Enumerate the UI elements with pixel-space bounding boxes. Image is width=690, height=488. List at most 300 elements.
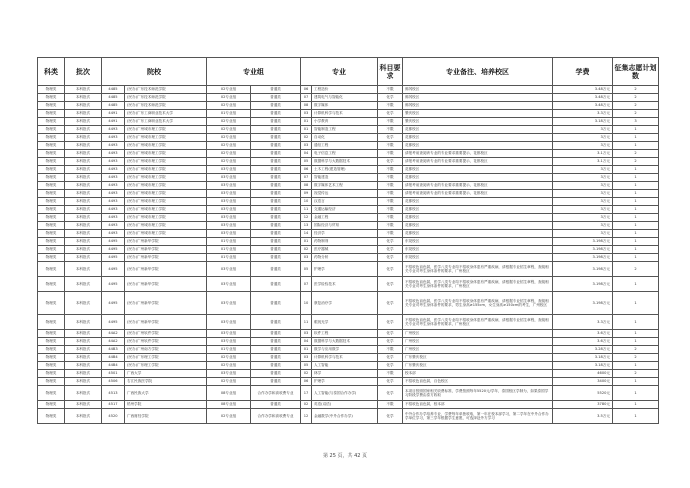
notes-campus-cell: 不招收色盲色弱，医学八类专业均不招收身体患有严重疾病，请根据专业招生章程，查阅相关专业对考生身体条件的要求，广州校区 <box>403 315 553 330</box>
institution-name-cell: (民办)广州城市理工学院 <box>125 206 207 214</box>
plan-count-cell: 1 <box>613 230 659 238</box>
subject-category-cell: 物理类 <box>38 166 65 174</box>
institution-name-cell: (民办)广州新华学院 <box>125 262 207 277</box>
batch-cell: 本科批次 <box>65 370 102 378</box>
batch-cell: 本科批次 <box>65 354 102 362</box>
major-code-cell: 06 <box>301 86 312 94</box>
batch-cell: 本科批次 <box>65 190 102 198</box>
table-row <box>38 386 659 401</box>
subject-category-cell: 物理类 <box>38 142 65 150</box>
major-group-cell: 01专业组 <box>207 110 251 118</box>
batch-cell: 本科批次 <box>65 142 102 150</box>
institution-name-cell: (民办)广州新华学院 <box>125 277 207 292</box>
institution-code-cell: 4485 <box>102 102 125 110</box>
institution-code-cell: 4493 <box>102 150 125 158</box>
subject-category-cell: 物理类 <box>38 330 65 338</box>
table-row <box>38 158 659 166</box>
major-name-cell: 土木工程(建造管理) <box>312 166 378 174</box>
subject-requirement-cell: 化学 <box>378 134 403 142</box>
group-type-cell: 普通类 <box>251 230 301 238</box>
table-row <box>38 370 659 378</box>
plan-count-cell: 3 <box>613 118 659 126</box>
group-type-cell: 普通类 <box>251 86 301 94</box>
table-row <box>38 246 659 254</box>
subject-category-cell: 物理类 <box>38 206 65 214</box>
subject-category-cell: 物理类 <box>38 362 65 370</box>
institution-name-cell: (民办)广州新华学院 <box>125 254 207 262</box>
subject-requirement-cell: 不限 <box>378 150 403 158</box>
major-group-cell: 03专业组 <box>207 330 251 338</box>
major-group-cell: 02专业组 <box>207 86 251 94</box>
group-type-cell: 普通类 <box>251 338 301 346</box>
tuition-cell: 3.198万元 <box>553 277 613 292</box>
subject-requirement-cell: 不限 <box>378 198 403 206</box>
subject-requirement-cell: 化学 <box>378 409 403 424</box>
institution-code-cell: 4493 <box>102 158 125 166</box>
subject-requirement-cell: 不限 <box>378 222 403 230</box>
major-group-cell: 02专业组 <box>207 150 251 158</box>
subject-category-cell: 物理类 <box>38 346 65 354</box>
group-type-cell: 普通类 <box>251 401 301 409</box>
batch-cell: 本科批次 <box>65 102 102 110</box>
plan-count-cell: 2 <box>613 86 659 94</box>
major-name-cell: 护理学 <box>312 378 378 386</box>
institution-code-cell: 4493 <box>102 182 125 190</box>
subject-category-cell: 物理类 <box>38 277 65 292</box>
major-name-cell: 交通运输经济 <box>312 206 378 214</box>
major-code-cell: 07 <box>301 277 312 292</box>
major-code-cell: 02 <box>301 246 312 254</box>
subject-requirement-cell: 化学 <box>378 238 403 246</box>
major-group-cell: 03专业组 <box>207 206 251 214</box>
table-row <box>38 315 659 330</box>
institution-name-cell: 梧州学院 <box>125 401 207 409</box>
subject-category-cell: 物理类 <box>38 315 65 330</box>
institution-code-cell: 44B4 <box>102 362 125 370</box>
header-batch: 批次 <box>65 58 102 86</box>
batch-cell: 本科批次 <box>65 206 102 214</box>
subject-category-cell: 物理类 <box>38 158 65 166</box>
subject-requirement-cell: 化学 <box>378 262 403 277</box>
admission-table-sheet <box>37 57 658 424</box>
major-group-cell: 03专业组 <box>207 198 251 206</box>
table-row <box>38 330 659 338</box>
table-row <box>38 198 659 206</box>
header-subject-requirement: 科目要求 <box>378 58 403 86</box>
table-header-row <box>38 58 659 86</box>
subject-category-cell: 物理类 <box>38 262 65 277</box>
major-name-cell: 计算机科学与技术 <box>312 354 378 362</box>
institution-name-cell: (民办)广州城市理工学院 <box>125 214 207 222</box>
major-group-cell: 03专业组 <box>207 370 251 378</box>
table-row <box>38 354 659 362</box>
institution-name-cell: (民办)广东工商职业技术大学 <box>125 118 207 126</box>
tuition-cell: 3万元 <box>553 134 613 142</box>
header-subject-category: 科类 <box>38 58 65 86</box>
tuition-cell: 5520元 <box>553 386 613 401</box>
notes-campus-cell: 东莞校区 <box>403 246 553 254</box>
batch-cell: 本科批次 <box>65 214 102 222</box>
major-code-cell: 10 <box>301 292 312 315</box>
table-row <box>38 150 659 158</box>
major-code-cell: 08 <box>301 182 312 190</box>
institution-name-cell: (民办)广州城市理工学院 <box>125 150 207 158</box>
major-code-cell: 01 <box>301 346 312 354</box>
tuition-cell: 3.28万元 <box>553 346 613 354</box>
tuition-cell: 3.18万元 <box>553 362 613 370</box>
group-type-cell: 普通类 <box>251 102 301 110</box>
group-type-cell: 普通类 <box>251 150 301 158</box>
batch-cell: 本科批次 <box>65 346 102 354</box>
notes-campus-cell: 请报考前查阅该专业的专业要求重要提示，花都校区 <box>403 190 553 198</box>
major-code-cell: 04 <box>301 150 312 158</box>
batch-cell: 本科批次 <box>65 86 102 94</box>
plan-count-cell: 1 <box>613 126 659 134</box>
institution-code-cell: 4495 <box>102 277 125 292</box>
subject-category-cell: 物理类 <box>38 254 65 262</box>
major-code-cell: 06 <box>301 378 312 386</box>
institution-name-cell: (民办)广州新华学院 <box>125 292 207 315</box>
major-name-cell: 人工智能(与泰国合作办学) <box>312 386 378 401</box>
notes-campus-cell: 广东肇庆校区 <box>403 362 553 370</box>
plan-count-cell: 2 <box>613 370 659 378</box>
major-code-cell: 12 <box>301 214 312 222</box>
tuition-cell: 3万元 <box>553 190 613 198</box>
institution-code-cell: 4493 <box>102 142 125 150</box>
batch-cell: 本科批次 <box>65 174 102 182</box>
plan-count-cell: 2 <box>613 94 659 102</box>
major-group-cell: 03专业组 <box>207 338 251 346</box>
tuition-cell: 3.48万元 <box>553 86 613 94</box>
subject-requirement-cell: 不限 <box>378 182 403 190</box>
subject-requirement-cell: 化学 <box>378 362 403 370</box>
tuition-cell: 3780元 <box>553 401 613 409</box>
major-group-cell: 03专业组 <box>207 174 251 182</box>
tuition-cell: 3.3万元 <box>553 315 613 330</box>
plan-count-cell: 1 <box>613 386 659 401</box>
group-type-cell: 普通类 <box>251 222 301 230</box>
institution-code-cell: 4491 <box>102 110 125 118</box>
tuition-cell: 3.198万元 <box>553 238 613 246</box>
major-code-cell: 17 <box>301 386 312 401</box>
major-name-cell: 数字媒体 <box>312 102 378 110</box>
subject-category-cell: 物理类 <box>38 134 65 142</box>
subject-requirement-cell: 不限 <box>378 190 403 198</box>
tuition-cell: 3.18万元 <box>553 118 613 126</box>
major-group-cell: 02专业组 <box>207 102 251 110</box>
major-code-cell: 04 <box>301 338 312 346</box>
notes-campus-cell: 花都校区 <box>403 198 553 206</box>
plan-count-cell: 1 <box>613 166 659 174</box>
major-group-cell: 03专业组 <box>207 315 251 330</box>
subject-category-cell: 物理类 <box>38 118 65 126</box>
major-group-cell: 02专业组 <box>207 142 251 150</box>
tuition-cell: 3.198万元 <box>553 262 613 277</box>
major-name-cell: 药物分析 <box>312 254 378 262</box>
batch-cell: 本科批次 <box>65 134 102 142</box>
batch-cell: 本科批次 <box>65 386 102 401</box>
subject-category-cell: 物理类 <box>38 190 65 198</box>
plan-count-cell: 1 <box>613 238 659 246</box>
major-group-cell: 03专业组 <box>207 182 251 190</box>
table-row <box>38 190 659 198</box>
plan-count-cell: 2 <box>613 150 659 158</box>
major-group-cell: 02专业组 <box>207 362 251 370</box>
major-code-cell: 11 <box>301 315 312 330</box>
subject-category-cell: 物理类 <box>38 338 65 346</box>
notes-campus-cell: 花都校区 <box>403 206 553 214</box>
institution-code-cell: 4485 <box>102 94 125 102</box>
major-group-cell: 08专业组 <box>207 386 251 401</box>
group-type-cell: 合作办学和高收费专业 <box>251 386 301 401</box>
table-row <box>38 254 659 262</box>
batch-cell: 本科批次 <box>65 378 102 386</box>
institution-code-cell: 4493 <box>102 198 125 206</box>
batch-cell: 本科批次 <box>65 94 102 102</box>
notes-campus-cell: 请报考前查阅该专业的专业要求重要提示，花都校区 <box>403 158 553 166</box>
plan-count-cell: 1 <box>613 182 659 190</box>
subject-category-cell: 物理类 <box>38 198 65 206</box>
major-group-cell: 01专业组 <box>207 346 251 354</box>
table-row <box>38 206 659 214</box>
institution-name-cell: (民办)广州新华学院 <box>125 315 207 330</box>
table-row <box>38 182 659 190</box>
tuition-cell: 3万元 <box>553 166 613 174</box>
group-type-cell: 普通类 <box>251 174 301 182</box>
subject-requirement-cell: 化学 <box>378 354 403 362</box>
institution-name-cell: (民办)广东工商职业技术大学 <box>125 110 207 118</box>
subject-category-cell: 物理类 <box>38 214 65 222</box>
institution-name-cell: (民办)广州城市理工学院 <box>125 166 207 174</box>
tuition-cell: 3.48万元 <box>553 94 613 102</box>
tuition-cell: 3.6万元 <box>553 338 613 346</box>
institution-code-cell: 4517 <box>102 401 125 409</box>
major-code-cell: 06 <box>301 166 312 174</box>
major-code-cell: 01 <box>301 238 312 246</box>
batch-cell: 本科批次 <box>65 166 102 174</box>
notes-campus-cell: 不招收色盲色弱，医学八类专业均不招收身体患有严重疾病，请根据专业招生章程，查阅相关专业对考生身体条件的要求，广州校区 <box>403 277 553 292</box>
subject-requirement-cell: 不限 <box>378 230 403 238</box>
institution-name-cell: (民办)广州新华学院 <box>125 246 207 254</box>
header-major-notes-campus: 专业备注、培养校区 <box>403 58 553 86</box>
institution-name-cell: (民办)广州城市理工学院 <box>125 230 207 238</box>
major-code-cell: 05 <box>301 362 312 370</box>
notes-campus-cell: 本项目按照国家相关收费标准，学费按照每年5520元/学年，泰国校区学制为，如果泰国学习阶段学费由泰方收取 <box>403 386 553 401</box>
table-row <box>38 118 659 126</box>
tuition-cell: 3.3万元 <box>553 110 613 118</box>
batch-cell: 本科批次 <box>65 292 102 315</box>
group-type-cell: 普通类 <box>251 254 301 262</box>
group-type-cell: 普通类 <box>251 142 301 150</box>
subject-category-cell: 物理类 <box>38 150 65 158</box>
institution-code-cell: 44A2 <box>102 338 125 346</box>
table-row <box>38 338 659 346</box>
batch-cell: 本科批次 <box>65 277 102 292</box>
tuition-cell: 3万元 <box>553 182 613 190</box>
major-group-cell: 03专业组 <box>207 222 251 230</box>
major-code-cell: 01 <box>301 126 312 134</box>
major-group-cell: 08专业组 <box>207 401 251 409</box>
header-supplementary-plan-count: 征集志愿计划数 <box>613 58 659 86</box>
major-group-cell: 02专业组 <box>207 126 251 134</box>
major-name-cell: 医学检验技术 <box>312 277 378 292</box>
notes-campus-cell: 广州校区 <box>403 346 553 354</box>
major-name-cell: 医疗器械 <box>312 246 378 254</box>
tuition-cell: 3万元 <box>553 126 613 134</box>
institution-code-cell: 4495 <box>102 246 125 254</box>
plan-count-cell: 1 <box>613 134 659 142</box>
table-row <box>38 142 659 150</box>
subject-category-cell: 物理类 <box>38 292 65 315</box>
group-type-cell: 普通类 <box>251 362 301 370</box>
subject-category-cell: 物理类 <box>38 370 65 378</box>
tuition-cell: 3.48万元 <box>553 102 613 110</box>
major-name-cell: 人工智能 <box>312 362 378 370</box>
subject-requirement-cell: 不限 <box>378 174 403 182</box>
plan-count-cell: 1 <box>613 401 659 409</box>
major-code-cell: 14 <box>301 230 312 238</box>
institution-code-cell: 4495 <box>102 292 125 315</box>
institution-code-cell: 4495 <box>102 254 125 262</box>
subject-requirement-cell: 不限 <box>378 86 403 94</box>
major-group-cell: 03专业组 <box>207 262 251 277</box>
batch-cell: 本科批次 <box>65 262 102 277</box>
subject-category-cell: 物理类 <box>38 86 65 94</box>
group-type-cell: 普通类 <box>251 134 301 142</box>
group-type-cell: 普通类 <box>251 354 301 362</box>
plan-count-cell: 1 <box>613 222 659 230</box>
institution-name-cell: 广西财经学院 <box>125 409 207 424</box>
batch-cell: 本科批次 <box>65 238 102 246</box>
notes-campus-cell: 东莞校区 <box>403 254 553 262</box>
major-group-cell: 03专业组 <box>207 292 251 315</box>
admission-table <box>37 57 659 424</box>
subject-requirement-cell: 不限 <box>378 370 403 378</box>
notes-campus-cell: 佛冈校区 <box>403 86 553 94</box>
subject-requirement-cell: 不限 <box>378 214 403 222</box>
batch-cell: 本科批次 <box>65 158 102 166</box>
table-row <box>38 94 659 102</box>
major-code-cell: 05 <box>301 158 312 166</box>
subject-requirement-cell: 化学 <box>378 378 403 386</box>
institution-code-cell: 4493 <box>102 126 125 134</box>
major-name-cell: 金融数学(中外合作办学) <box>312 409 378 424</box>
institution-code-cell: 4495 <box>102 238 125 246</box>
subject-requirement-cell: 化学 <box>378 292 403 315</box>
subject-category-cell: 物理类 <box>38 378 65 386</box>
tuition-cell: 3.6万元 <box>553 330 613 338</box>
plan-count-cell: 1 <box>613 277 659 292</box>
institution-code-cell: 4493 <box>102 222 125 230</box>
plan-count-cell: 2 <box>613 262 659 277</box>
group-type-cell: 普通类 <box>251 292 301 315</box>
subject-requirement-cell: 不限 <box>378 142 403 150</box>
batch-cell: 本科批次 <box>65 126 102 134</box>
tuition-cell: 4600元 <box>553 370 613 378</box>
major-name-cell: 电子信息工程 <box>312 150 378 158</box>
batch-cell: 本科批次 <box>65 230 102 238</box>
group-type-cell: 普通类 <box>251 246 301 254</box>
batch-cell: 本科批次 <box>65 246 102 254</box>
institution-name-cell: (民办)广州新华学院 <box>125 238 207 246</box>
group-type-cell: 普通类 <box>251 346 301 354</box>
major-name-cell: 计算机科学与技术 <box>312 110 378 118</box>
plan-count-cell: 1 <box>613 198 659 206</box>
group-type-cell: 普通类 <box>251 277 301 292</box>
subject-category-cell: 物理类 <box>38 222 65 230</box>
header-major-group: 专业组 <box>207 58 301 86</box>
batch-cell: 本科批次 <box>65 198 102 206</box>
batch-cell: 本科批次 <box>65 254 102 262</box>
institution-code-cell: 44A2 <box>102 330 125 338</box>
notes-campus-cell: 佛冈校区 <box>403 102 553 110</box>
institution-name-cell: (民办)广东理工学院 <box>125 362 207 370</box>
institution-name-cell: (民办)广州城市理工学院 <box>125 174 207 182</box>
table-row <box>38 346 659 354</box>
notes-campus-cell: 花都校区 <box>403 230 553 238</box>
major-code-cell: 13 <box>301 222 312 230</box>
group-type-cell: 普通类 <box>251 190 301 198</box>
institution-name-cell: (民办)广东技术师范学院 <box>125 102 207 110</box>
tuition-cell: 3.1万元 <box>553 150 613 158</box>
plan-count-cell: 1 <box>613 190 659 198</box>
major-name-cell: 视觉传达 <box>312 190 378 198</box>
table-row <box>38 378 659 386</box>
major-code-cell: 07 <box>301 94 312 102</box>
major-code-cell: 09 <box>301 190 312 198</box>
subject-category-cell: 物理类 <box>38 401 65 409</box>
institution-code-cell: 4501 <box>102 370 125 378</box>
table-row <box>38 230 659 238</box>
group-type-cell: 普通类 <box>251 126 301 134</box>
major-name-cell: 软件工程 <box>312 330 378 338</box>
major-group-cell: 02专业组 <box>207 354 251 362</box>
subject-requirement-cell: 不限 <box>378 118 403 126</box>
batch-cell: 本科批次 <box>65 110 102 118</box>
major-code-cell: 01 <box>301 118 312 126</box>
major-name-cell: 林学 <box>312 370 378 378</box>
subject-category-cell: 物理类 <box>38 126 65 134</box>
subject-requirement-cell: 化学 <box>378 277 403 292</box>
notes-campus-cell: 广东肇庆校区 <box>403 354 553 362</box>
major-code-cell: 10 <box>301 198 312 206</box>
subject-category-cell: 物理类 <box>38 230 65 238</box>
tuition-cell: 3万元 <box>553 214 613 222</box>
batch-cell: 本科批次 <box>65 362 102 370</box>
plan-count-cell: 1 <box>613 338 659 346</box>
batch-cell: 本科批次 <box>65 401 102 409</box>
major-code-cell: 12 <box>301 409 312 424</box>
institution-code-cell: 4493 <box>102 230 125 238</box>
batch-cell: 本科批次 <box>65 222 102 230</box>
institution-name-cell: (民办)广州城市理工学院 <box>125 198 207 206</box>
major-code-cell: 03 <box>301 330 312 338</box>
table-row <box>38 166 659 174</box>
plan-count-cell: 2 <box>613 354 659 362</box>
major-group-cell: 03专业组 <box>207 230 251 238</box>
tuition-cell: 3400元 <box>553 378 613 386</box>
group-type-cell: 普通类 <box>251 182 301 190</box>
institution-name-cell: (民办)广州城市理工学院 <box>125 158 207 166</box>
major-code-cell: 03 <box>301 354 312 362</box>
major-code-cell: 11 <box>301 206 312 214</box>
institution-code-cell: 4493 <box>102 214 125 222</box>
major-name-cell: 眼视光学 <box>312 315 378 330</box>
table-row <box>38 262 659 277</box>
batch-cell: 本科批次 <box>65 118 102 126</box>
institution-name-cell: (民办)广州城市理工学院 <box>125 182 207 190</box>
major-code-cell: 03 <box>301 110 312 118</box>
